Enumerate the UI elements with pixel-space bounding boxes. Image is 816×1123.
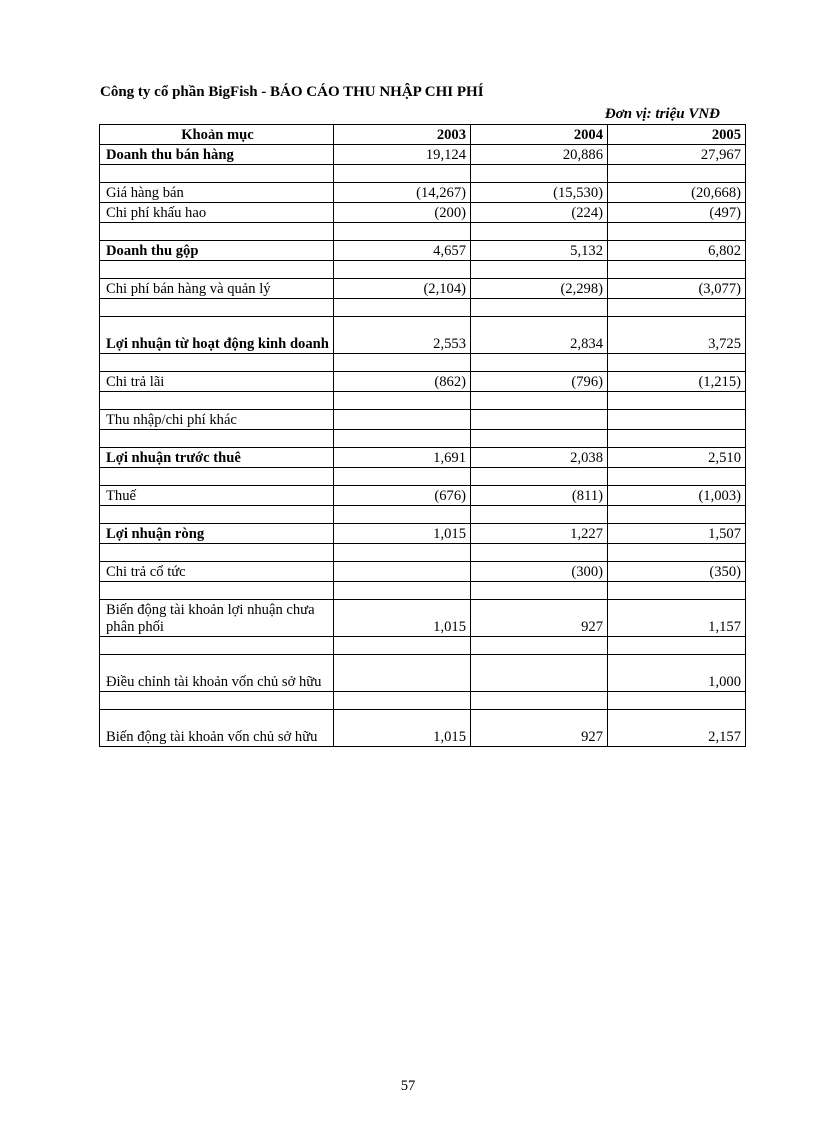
value-cell-2005: (3,077): [608, 279, 746, 299]
value-cell-2005: 27,967: [608, 145, 746, 165]
value-cell-2004: 20,886: [471, 145, 608, 165]
empty-cell: [334, 637, 471, 655]
empty-cell: [471, 261, 608, 279]
empty-cell: [608, 692, 746, 710]
spacer-row: [100, 544, 746, 562]
value-cell-2004: 1,227: [471, 524, 608, 544]
empty-cell: [334, 392, 471, 410]
unit-label: Đơn vị: triệu VNĐ: [604, 106, 720, 122]
value-cell-2003: 1,691: [334, 448, 471, 468]
value-cell-2004: (2,298): [471, 279, 608, 299]
empty-cell: [471, 468, 608, 486]
empty-cell: [471, 299, 608, 317]
table-row: [100, 241, 746, 261]
spacer-row: [100, 430, 746, 448]
empty-cell: [100, 261, 334, 279]
table-row: [100, 145, 746, 165]
empty-cell: [334, 692, 471, 710]
value-cell-2005: 2,510: [608, 448, 746, 468]
table-body: [100, 145, 746, 747]
row-label: Chi phí bán hàng và quản lý: [100, 279, 334, 299]
empty-cell: [471, 637, 608, 655]
value-cell-2004: 927: [471, 710, 608, 747]
table-row: [100, 562, 746, 582]
spacer-row: [100, 582, 746, 600]
value-cell-2003: 1,015: [334, 600, 471, 637]
value-cell-2003: (200): [334, 203, 471, 223]
value-cell-2005: (1,215): [608, 372, 746, 392]
row-label: Doanh thu gộp: [100, 241, 334, 261]
value-cell-2003: (14,267): [334, 183, 471, 203]
value-cell-2003: 19,124: [334, 145, 471, 165]
empty-cell: [100, 392, 334, 410]
empty-cell: [100, 430, 334, 448]
value-cell-2003: 2,553: [334, 317, 471, 354]
value-cell-2004: (224): [471, 203, 608, 223]
empty-cell: [100, 692, 334, 710]
empty-cell: [334, 354, 471, 372]
value-cell-2005: [608, 410, 746, 430]
empty-cell: [334, 261, 471, 279]
empty-cell: [471, 430, 608, 448]
value-cell-2005: 1,157: [608, 600, 746, 637]
empty-cell: [608, 637, 746, 655]
spacer-row: [100, 165, 746, 183]
empty-cell: [608, 261, 746, 279]
empty-cell: [100, 544, 334, 562]
value-cell-2005: 1,507: [608, 524, 746, 544]
empty-cell: [608, 165, 746, 183]
row-label: Biến động tài khoản vốn chủ sở hữu: [100, 710, 334, 747]
value-cell-2003: 1,015: [334, 710, 471, 747]
empty-cell: [471, 582, 608, 600]
empty-cell: [100, 637, 334, 655]
spacer-row: [100, 299, 746, 317]
report-title: Công ty cổ phần BigFish - BÁO CÁO THU NHẬP CHI PHÍ: [100, 84, 484, 100]
spacer-row: [100, 392, 746, 410]
header-item: Khoản mục: [100, 125, 334, 145]
empty-cell: [608, 430, 746, 448]
spacer-row: [100, 468, 746, 486]
value-cell-2005: (20,668): [608, 183, 746, 203]
empty-cell: [100, 468, 334, 486]
empty-cell: [334, 165, 471, 183]
value-cell-2003: [334, 655, 471, 692]
table-header-row: [100, 125, 746, 145]
header-year-2004: 2004: [471, 125, 608, 145]
row-label: Lợi nhuận từ hoạt động kinh doanh: [100, 317, 334, 354]
spacer-row: [100, 261, 746, 279]
table-row: [100, 183, 746, 203]
spacer-row: [100, 506, 746, 524]
empty-cell: [100, 582, 334, 600]
value-cell-2005: (350): [608, 562, 746, 582]
value-cell-2005: 6,802: [608, 241, 746, 261]
value-cell-2003: [334, 410, 471, 430]
row-label: Thu nhập/chi phí khác: [100, 410, 334, 430]
spacer-row: [100, 692, 746, 710]
value-cell-2005: (1,003): [608, 486, 746, 506]
table-row: [100, 524, 746, 544]
table-row: [100, 279, 746, 299]
page-number: 57: [400, 1078, 416, 1094]
value-cell-2005: 1,000: [608, 655, 746, 692]
income-statement-table: [99, 124, 746, 747]
empty-cell: [100, 165, 334, 183]
empty-cell: [334, 430, 471, 448]
table-row: [100, 486, 746, 506]
value-cell-2005: (497): [608, 203, 746, 223]
value-cell-2003: (862): [334, 372, 471, 392]
row-label: Giá hàng bán: [100, 183, 334, 203]
empty-cell: [608, 582, 746, 600]
row-label: Doanh thu bán hàng: [100, 145, 334, 165]
header-year-2003: 2003: [334, 125, 471, 145]
table-row: [100, 410, 746, 430]
value-cell-2003: (2,104): [334, 279, 471, 299]
empty-cell: [100, 299, 334, 317]
empty-cell: [471, 223, 608, 241]
value-cell-2004: 927: [471, 600, 608, 637]
value-cell-2004: [471, 655, 608, 692]
empty-cell: [334, 506, 471, 524]
empty-cell: [608, 223, 746, 241]
value-cell-2004: (811): [471, 486, 608, 506]
empty-cell: [471, 692, 608, 710]
value-cell-2004: 2,834: [471, 317, 608, 354]
value-cell-2004: 2,038: [471, 448, 608, 468]
empty-cell: [608, 544, 746, 562]
empty-cell: [100, 223, 334, 241]
row-label: Chi trả cổ tức: [100, 562, 334, 582]
value-cell-2004: 5,132: [471, 241, 608, 261]
table-row: [100, 317, 746, 354]
row-label: Thuế: [100, 486, 334, 506]
empty-cell: [471, 354, 608, 372]
empty-cell: [608, 299, 746, 317]
empty-cell: [608, 392, 746, 410]
empty-cell: [471, 506, 608, 524]
empty-cell: [334, 299, 471, 317]
value-cell-2003: 4,657: [334, 241, 471, 261]
empty-cell: [100, 506, 334, 524]
table-row: [100, 600, 746, 637]
empty-cell: [471, 544, 608, 562]
empty-cell: [334, 582, 471, 600]
row-label: Điều chỉnh tài khoản vốn chủ sở hữu: [100, 655, 334, 692]
table-row: [100, 448, 746, 468]
row-label: Lợi nhuận trước thuê: [100, 448, 334, 468]
empty-cell: [471, 392, 608, 410]
value-cell-2003: (676): [334, 486, 471, 506]
empty-cell: [334, 468, 471, 486]
value-cell-2004: (796): [471, 372, 608, 392]
table-row: [100, 710, 746, 747]
empty-cell: [608, 468, 746, 486]
value-cell-2003: 1,015: [334, 524, 471, 544]
value-cell-2004: (300): [471, 562, 608, 582]
empty-cell: [471, 165, 608, 183]
empty-cell: [100, 354, 334, 372]
empty-cell: [608, 506, 746, 524]
table-row: [100, 203, 746, 223]
spacer-row: [100, 354, 746, 372]
header-year-2005: 2005: [608, 125, 746, 145]
table-row: [100, 372, 746, 392]
table-row: [100, 655, 746, 692]
value-cell-2004: (15,530): [471, 183, 608, 203]
row-label: Biến động tài khoản lợi nhuận chưa phân phối: [100, 600, 334, 637]
empty-cell: [608, 354, 746, 372]
value-cell-2005: 2,157: [608, 710, 746, 747]
value-cell-2003: [334, 562, 471, 582]
row-label: Chi trả lãi: [100, 372, 334, 392]
empty-cell: [334, 223, 471, 241]
value-cell-2005: 3,725: [608, 317, 746, 354]
row-label: Chi phí khấu hao: [100, 203, 334, 223]
value-cell-2004: [471, 410, 608, 430]
empty-cell: [334, 544, 471, 562]
spacer-row: [100, 223, 746, 241]
spacer-row: [100, 637, 746, 655]
row-label: Lợi nhuận ròng: [100, 524, 334, 544]
